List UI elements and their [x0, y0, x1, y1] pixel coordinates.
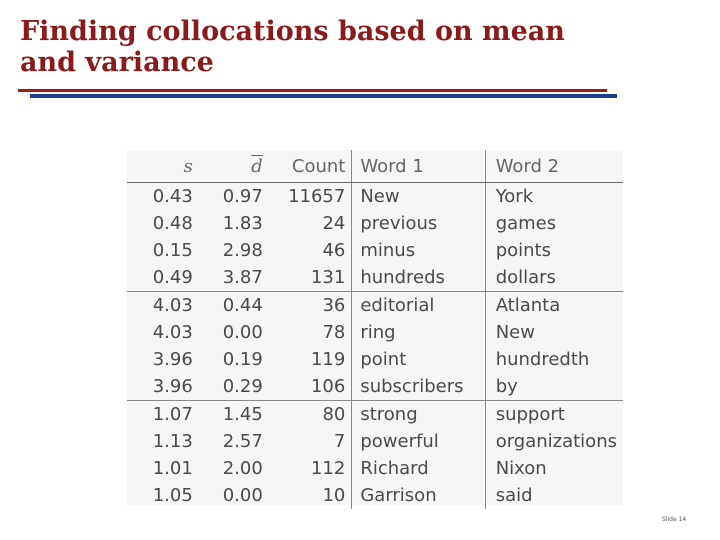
cell-s: 4.03 [152, 295, 193, 316]
cell-s: 1.13 [152, 431, 193, 452]
cell-count: 80 [269, 401, 352, 429]
cell-d: 2.57 [222, 431, 263, 452]
cell-word2: Atlanta [495, 295, 561, 316]
cell-word2: organizations [495, 431, 617, 452]
table-row [127, 183, 623, 211]
cell-s: 0.43 [152, 186, 193, 207]
table-row [127, 237, 623, 264]
cell-d: 2.98 [222, 240, 263, 261]
table-row [127, 401, 623, 429]
cell-d: 3.87 [199, 264, 269, 292]
cell-word2: Nixon [495, 458, 547, 479]
table-body [127, 183, 623, 510]
table-row [127, 373, 623, 401]
cell-count: 119 [269, 346, 352, 373]
cell-count: 46 [269, 237, 352, 264]
collocation-table-image [127, 150, 623, 505]
cell-d: 0.00 [222, 322, 263, 343]
cell-word1: Garrison [352, 482, 485, 509]
cell-word2: dollars [485, 264, 623, 292]
header-d [199, 150, 269, 183]
cell-s: 0.15 [152, 240, 193, 261]
table-row [127, 455, 623, 482]
cell-d: 2.00 [222, 458, 263, 479]
cell-s: 4.03 [152, 322, 193, 343]
cell-count: 36 [269, 292, 352, 320]
header-count: Count [269, 150, 352, 183]
cell-s: 0.49 [127, 264, 199, 292]
cell-s: 3.96 [127, 373, 199, 401]
cell-word1: ring [352, 319, 485, 346]
cell-d: 0.97 [222, 186, 263, 207]
table-row [127, 264, 623, 292]
cell-word1: subscribers [352, 373, 485, 401]
slide-title [20, 16, 660, 78]
cell-d: 1.45 [222, 404, 263, 425]
cell-word1: previous [352, 210, 485, 237]
cell-count: 10 [269, 482, 352, 509]
cell-count: 131 [269, 264, 352, 292]
table-row [127, 482, 623, 509]
cell-word1: powerful [352, 428, 485, 455]
cell-word2: hundredth [495, 349, 590, 370]
cell-word2: by [485, 373, 623, 401]
cell-count: 78 [269, 319, 352, 346]
cell-d: 0.29 [199, 373, 269, 401]
cell-d: 0.19 [222, 349, 263, 370]
cell-count: 7 [269, 428, 352, 455]
cell-word2: York [495, 186, 534, 207]
cell-count: 106 [269, 373, 352, 401]
cell-d: 0.44 [222, 295, 263, 316]
cell-word1: New [352, 183, 485, 211]
slide-number: Slide 14 [662, 516, 687, 523]
cell-count: 11657 [269, 183, 352, 211]
cell-count: 112 [269, 455, 352, 482]
cell-word2: support [495, 404, 565, 425]
cell-word2: said [495, 485, 533, 506]
table-row [127, 319, 623, 346]
cell-word1: point [352, 346, 485, 373]
header-word2: Word 2 [485, 150, 623, 183]
cell-word2: points [495, 240, 551, 261]
cell-word1: editorial [352, 292, 485, 320]
table-row [127, 346, 623, 373]
table-row [127, 210, 623, 237]
cell-count: 24 [269, 210, 352, 237]
title-underline-blue [30, 94, 617, 98]
header-s: s [127, 150, 199, 183]
slide-title-line-2: and variance [20, 47, 214, 78]
cell-s: 1.07 [152, 404, 193, 425]
cell-s: 1.01 [152, 458, 193, 479]
header-d-label: $\overline{d}$ [251, 155, 263, 177]
cell-d: 1.83 [222, 213, 263, 234]
collocation-table [127, 150, 623, 509]
title-underline-red [18, 89, 607, 92]
cell-word1: Richard [352, 455, 485, 482]
cell-word1: strong [352, 401, 485, 429]
cell-d: 0.00 [222, 485, 263, 506]
header-word1: Word 1 [352, 150, 485, 183]
cell-word1: minus [352, 237, 485, 264]
cell-s: 3.96 [152, 349, 193, 370]
table-header-row [127, 150, 623, 183]
table-row [127, 292, 623, 320]
cell-s: 0.48 [152, 213, 193, 234]
cell-s: 1.05 [152, 485, 193, 506]
cell-word2: New [495, 322, 535, 343]
cell-word2: games [495, 213, 557, 234]
cell-word1: hundreds [352, 264, 485, 292]
slide-title-line-1: Finding collocations based on mean [20, 16, 565, 47]
table-row [127, 428, 623, 455]
